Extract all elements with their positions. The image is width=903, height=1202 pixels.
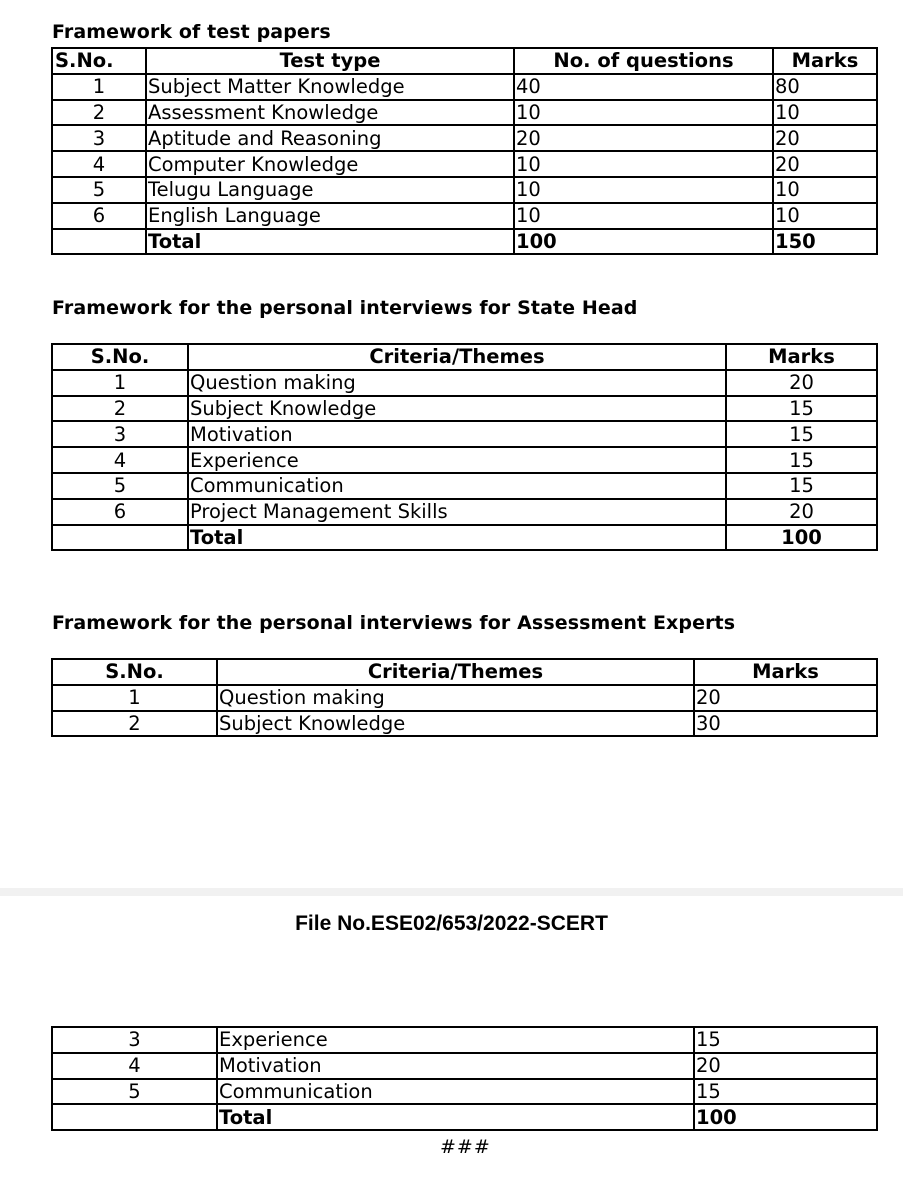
criteria-cell: Question making bbox=[217, 685, 694, 711]
criteria-cell: Motivation bbox=[217, 1053, 694, 1079]
total-label: Total bbox=[217, 1104, 694, 1130]
marks-cell: 15 bbox=[726, 473, 877, 499]
column-header-sno: S.No. bbox=[52, 48, 146, 74]
marks-cell: 15 bbox=[694, 1079, 877, 1105]
test-type-cell: Assessment Knowledge bbox=[146, 100, 514, 126]
sno-cell: 5 bbox=[52, 177, 146, 203]
column-header-questions: No. of questions bbox=[514, 48, 773, 74]
total-marks: 100 bbox=[694, 1104, 877, 1130]
table-row bbox=[52, 74, 877, 100]
criteria-cell: Question making bbox=[188, 370, 726, 396]
test-type-cell: Aptitude and Reasoning bbox=[146, 125, 514, 151]
sno-cell: 5 bbox=[52, 1079, 217, 1105]
table-row bbox=[52, 396, 877, 422]
assessment-experts-table bbox=[51, 658, 878, 737]
sno-cell: 4 bbox=[52, 151, 146, 177]
criteria-cell: Motivation bbox=[188, 421, 726, 447]
sno-cell: 6 bbox=[52, 203, 146, 229]
questions-cell: 10 bbox=[514, 100, 773, 126]
test-papers-heading: Framework of test papers bbox=[52, 21, 331, 43]
marks-cell: 20 bbox=[726, 370, 877, 396]
sno-cell: 6 bbox=[52, 499, 188, 525]
marks-cell: 10 bbox=[773, 100, 877, 126]
test-type-cell: Computer Knowledge bbox=[146, 151, 514, 177]
column-header-sno: S.No. bbox=[52, 344, 188, 370]
column-header-criteria: Criteria/Themes bbox=[217, 659, 694, 685]
total-sno-cell bbox=[52, 1104, 217, 1130]
marks-cell: 20 bbox=[694, 1053, 877, 1079]
table-row bbox=[52, 473, 877, 499]
column-header-marks: Marks bbox=[694, 659, 877, 685]
column-header-marks: Marks bbox=[726, 344, 877, 370]
page-separator bbox=[0, 888, 903, 896]
sno-cell: 1 bbox=[52, 370, 188, 396]
marks-cell: 10 bbox=[773, 203, 877, 229]
total-row bbox=[52, 525, 877, 551]
test-papers-table bbox=[51, 47, 878, 255]
criteria-cell: Communication bbox=[217, 1079, 694, 1105]
sno-cell: 4 bbox=[52, 1053, 217, 1079]
marks-cell: 20 bbox=[726, 499, 877, 525]
column-header-marks: Marks bbox=[773, 48, 877, 74]
table-row bbox=[52, 1027, 877, 1053]
table-row bbox=[52, 685, 877, 711]
total-sno-cell bbox=[52, 229, 146, 255]
sno-cell: 2 bbox=[52, 396, 188, 422]
table-row bbox=[52, 151, 877, 177]
table-row bbox=[52, 711, 877, 737]
table-row bbox=[52, 177, 877, 203]
sno-cell: 5 bbox=[52, 473, 188, 499]
total-marks: 100 bbox=[726, 525, 877, 551]
criteria-cell: Subject Knowledge bbox=[217, 711, 694, 737]
marks-cell: 10 bbox=[773, 177, 877, 203]
table-row bbox=[52, 125, 877, 151]
marks-cell: 15 bbox=[726, 447, 877, 473]
marks-cell: 20 bbox=[694, 685, 877, 711]
sno-cell: 3 bbox=[52, 125, 146, 151]
criteria-cell: Subject Knowledge bbox=[188, 396, 726, 422]
sno-cell: 2 bbox=[52, 100, 146, 126]
marks-cell: 80 bbox=[773, 74, 877, 100]
table-header-row bbox=[52, 48, 877, 74]
table-row bbox=[52, 421, 877, 447]
total-questions: 100 bbox=[514, 229, 773, 255]
end-mark: ### bbox=[440, 1136, 491, 1158]
marks-cell: 20 bbox=[773, 125, 877, 151]
table-row bbox=[52, 1053, 877, 1079]
criteria-cell: Experience bbox=[188, 447, 726, 473]
state-head-heading: Framework for the personal interviews for State Head bbox=[52, 297, 638, 319]
marks-cell: 30 bbox=[694, 711, 877, 737]
criteria-cell: Experience bbox=[217, 1027, 694, 1053]
sno-cell: 2 bbox=[52, 711, 217, 737]
assessment-experts-table-continued bbox=[51, 1026, 878, 1131]
column-header-test-type: Test type bbox=[146, 48, 514, 74]
questions-cell: 10 bbox=[514, 177, 773, 203]
table-row bbox=[52, 370, 877, 396]
marks-cell: 15 bbox=[694, 1027, 877, 1053]
test-type-cell: Telugu Language bbox=[146, 177, 514, 203]
table-row bbox=[52, 499, 877, 525]
sno-cell: 1 bbox=[52, 685, 217, 711]
test-type-cell: English Language bbox=[146, 203, 514, 229]
questions-cell: 10 bbox=[514, 151, 773, 177]
table-row bbox=[52, 203, 877, 229]
table-row bbox=[52, 447, 877, 473]
state-head-table bbox=[51, 343, 878, 551]
total-label: Total bbox=[188, 525, 726, 551]
table-header-row bbox=[52, 344, 877, 370]
sno-cell: 3 bbox=[52, 421, 188, 447]
criteria-cell: Project Management Skills bbox=[188, 499, 726, 525]
table-row bbox=[52, 100, 877, 126]
assessment-experts-heading: Framework for the personal interviews for Assessment Experts bbox=[52, 612, 736, 634]
sno-cell: 4 bbox=[52, 447, 188, 473]
questions-cell: 40 bbox=[514, 74, 773, 100]
sno-cell: 3 bbox=[52, 1027, 217, 1053]
total-sno-cell bbox=[52, 525, 188, 551]
column-header-criteria: Criteria/Themes bbox=[188, 344, 726, 370]
marks-cell: 15 bbox=[726, 396, 877, 422]
questions-cell: 20 bbox=[514, 125, 773, 151]
criteria-cell: Communication bbox=[188, 473, 726, 499]
table-row bbox=[52, 1079, 877, 1105]
marks-cell: 15 bbox=[726, 421, 877, 447]
total-row bbox=[52, 1104, 877, 1130]
table-header-row bbox=[52, 659, 877, 685]
test-type-cell: Subject Matter Knowledge bbox=[146, 74, 514, 100]
file-number: File No.ESE02/653/2022-SCERT bbox=[295, 912, 608, 935]
sno-cell: 1 bbox=[52, 74, 146, 100]
questions-cell: 10 bbox=[514, 203, 773, 229]
total-marks: 150 bbox=[773, 229, 877, 255]
total-label: Total bbox=[146, 229, 514, 255]
column-header-sno: S.No. bbox=[52, 659, 217, 685]
total-row bbox=[52, 229, 877, 255]
marks-cell: 20 bbox=[773, 151, 877, 177]
